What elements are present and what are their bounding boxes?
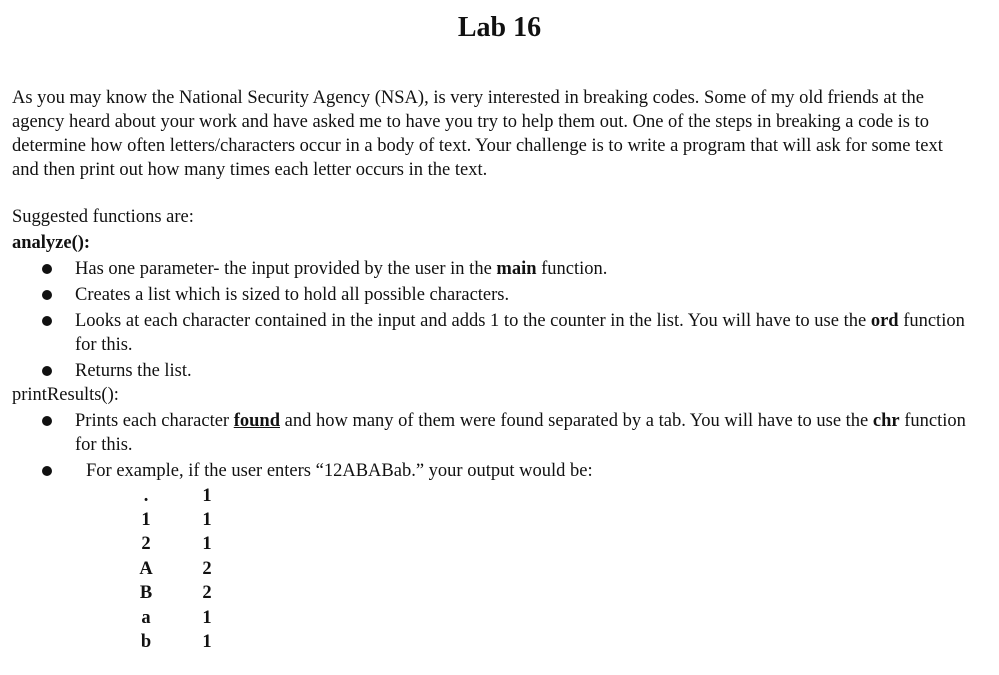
intro-paragraph: As you may know the National Security Agency (NSA), is very interested in breaking codes. Some of my old friends at the agency heard about your work and have asked me to have you try to help them out. One of the steps in breaking a code is to determine how often letters/characters occur in a body of text. Your challenge is to write a program that will ask for some text and then print out how many times each letter occurs in the text. [12,88,943,180]
output-count: 2 [202,583,212,603]
bullet-icon [42,416,52,426]
analyze-heading: analyze(): [12,233,91,253]
output-count: 1 [202,534,212,554]
bullet-icon [42,290,52,300]
output-char: 2 [141,534,151,554]
suggested-functions-label: Suggested functions are: [12,207,194,227]
printresults-item-1: Prints each character found and how many of them were found separated by a tab. You will have to use the chr function for this. [75,411,966,455]
bullet-icon [42,366,52,376]
printresults-heading: printResults(): [12,385,119,405]
output-char: 1 [141,510,151,530]
page-title: Lab 16 [457,12,542,43]
output-char: a [141,608,151,628]
output-count: 1 [202,608,212,628]
analyze-item-2: Creates a list which is sized to hold all possible characters. [75,285,510,305]
bullet-icon [42,316,52,326]
output-char: A [139,559,153,579]
analyze-item-4: Returns the list. [75,361,192,381]
output-count: 1 [202,510,212,530]
output-count: 1 [202,632,212,652]
analyze-item-1: Has one parameter- the input provided by the user in the main function. [75,259,608,279]
bullet-icon [42,466,52,476]
output-count: 1 [202,486,212,506]
bullet-icon [42,264,52,274]
analyze-item-3: Looks at each character contained in the input and adds 1 to the counter in the list. You will have to use the ord function for this. [75,311,965,355]
output-char: . [143,486,149,506]
printresults-item-2: For example, if the user enters “12ABABab.” your output would be: [86,461,593,481]
output-char: B [139,583,153,603]
output-count: 2 [202,559,212,579]
output-char: b [140,632,152,652]
